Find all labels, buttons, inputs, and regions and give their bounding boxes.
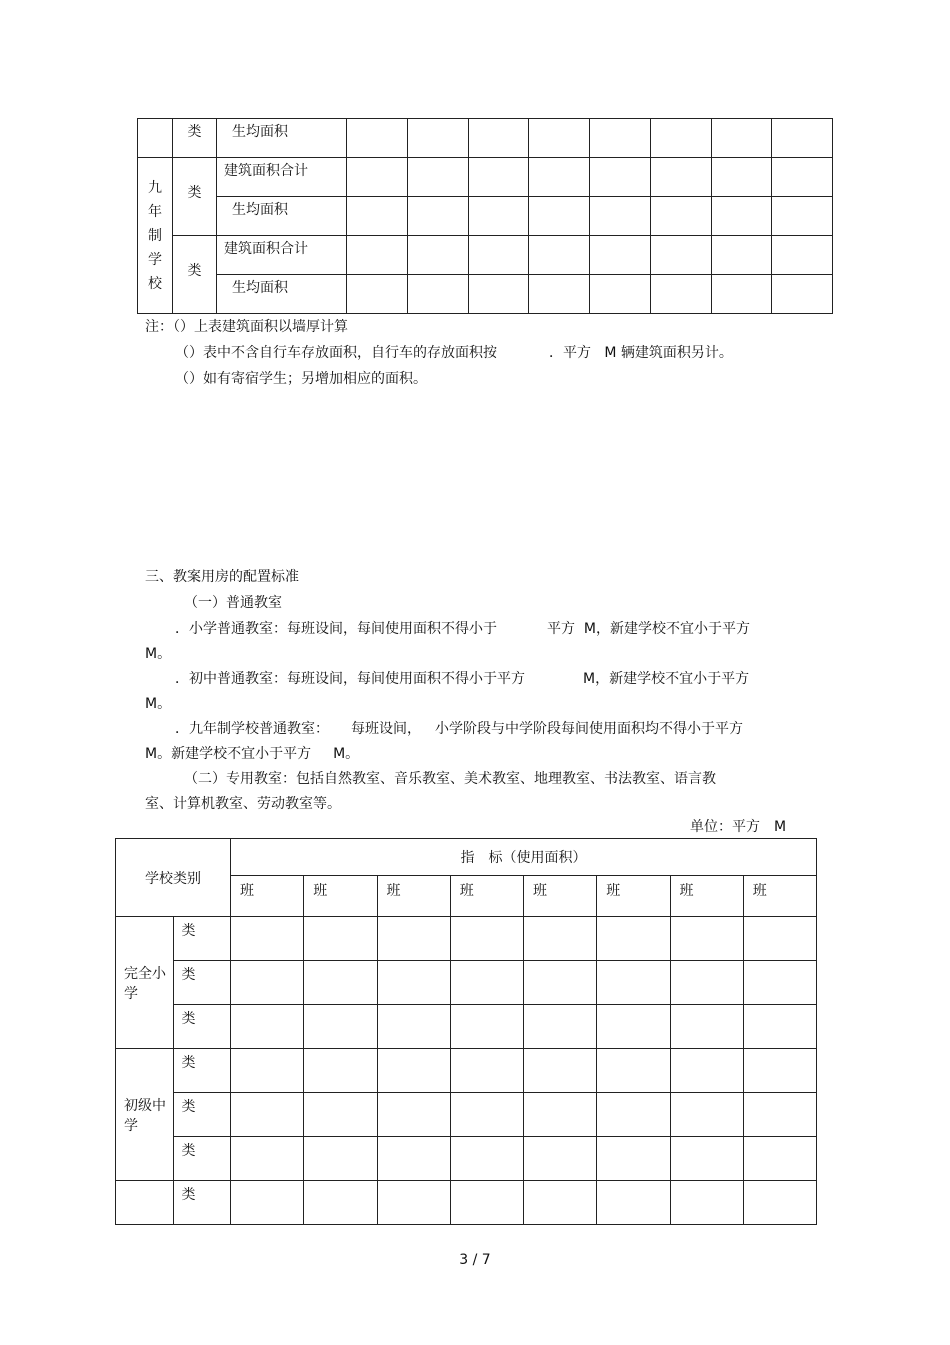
indicator-header: 指 标（使用面积） [231,839,817,876]
class-header: 班 [450,876,523,917]
page-number: 3 / 7 [459,1252,491,1268]
table-row [116,1137,817,1181]
table-row: 类 生均面积 [138,119,833,158]
table-row [116,917,817,961]
table-row [116,1093,817,1137]
school-type: 初级中学 [116,1049,174,1181]
level-cell: 类 [173,1005,231,1049]
level-cell: 类 [173,961,231,1005]
unit-label: 单位：平方 M [690,819,787,835]
special-classroom-table [115,838,817,1225]
class-header: 班 [377,876,450,917]
table-row: 九 年 制 学 校 类 建筑面积合计 [138,158,833,197]
level-cell: 类 [173,1093,231,1137]
table-row: 生均面积 [138,197,833,236]
school-type [116,1181,174,1225]
note-1: 注：（）上表建筑面积以墙厚计算 [145,319,348,335]
class-header: 班 [743,876,816,917]
paragraph-line: ．初中普通教室：每班设间，每间使用面积不得小于平方 M，新建学校不宜小于平方 [175,671,750,687]
level-cell: 类 [173,1049,231,1093]
class-header: 班 [231,876,304,917]
table-row: 生均面积 [138,275,833,314]
section-heading: 三、教案用房的配置标准 [145,569,299,585]
paragraph-line: M。 [145,646,172,662]
paragraph-line: 室、计算机教室、劳动教室等。 [145,796,341,812]
area-table-continued [137,118,833,314]
school-type: 完全小学 [116,917,174,1049]
class-header: 班 [597,876,670,917]
level-cell: 类 [173,1137,231,1181]
subsection-heading: （一）普通教室 [184,595,282,611]
table-row: 类 建筑面积合计 [138,236,833,275]
level-cell: 类 [173,1181,231,1225]
nine-year-school-label: 九 年 制 学 校 [138,158,173,314]
paragraph-line: M。新建学校不宜小于平方 M。 [145,746,360,762]
school-type-header: 学校类别 [116,839,231,917]
note-2: （）表中不含自行车存放面积，自行车的存放面积按 ．平方 M 辆建筑面积另计。 [175,345,733,361]
table-row [116,961,817,1005]
note-3: （）如有寄宿学生；另增加相应的面积。 [175,371,427,387]
class-header: 班 [304,876,377,917]
paragraph-line: M。 [145,696,172,712]
table-header-row [116,839,817,876]
table-row [116,1181,817,1225]
class-header: 班 [670,876,743,917]
paragraph-line: （二）专用教室：包括自然教室、音乐教室、美术教室、地理教室、书法教室、语言教 [184,771,716,787]
class-header: 班 [524,876,597,917]
table-row [116,1049,817,1093]
table-row [116,1005,817,1049]
level-cell: 类 [173,917,231,961]
paragraph-line: ．小学普通教室：每班设间，每间使用面积不得小于 平方 M，新建学校不宜小于平方 [175,621,750,637]
paragraph-line: ．九年制学校普通教室： 每班设间， 小学阶段与中学阶段每间使用面积均不得小于平方 [175,721,743,737]
